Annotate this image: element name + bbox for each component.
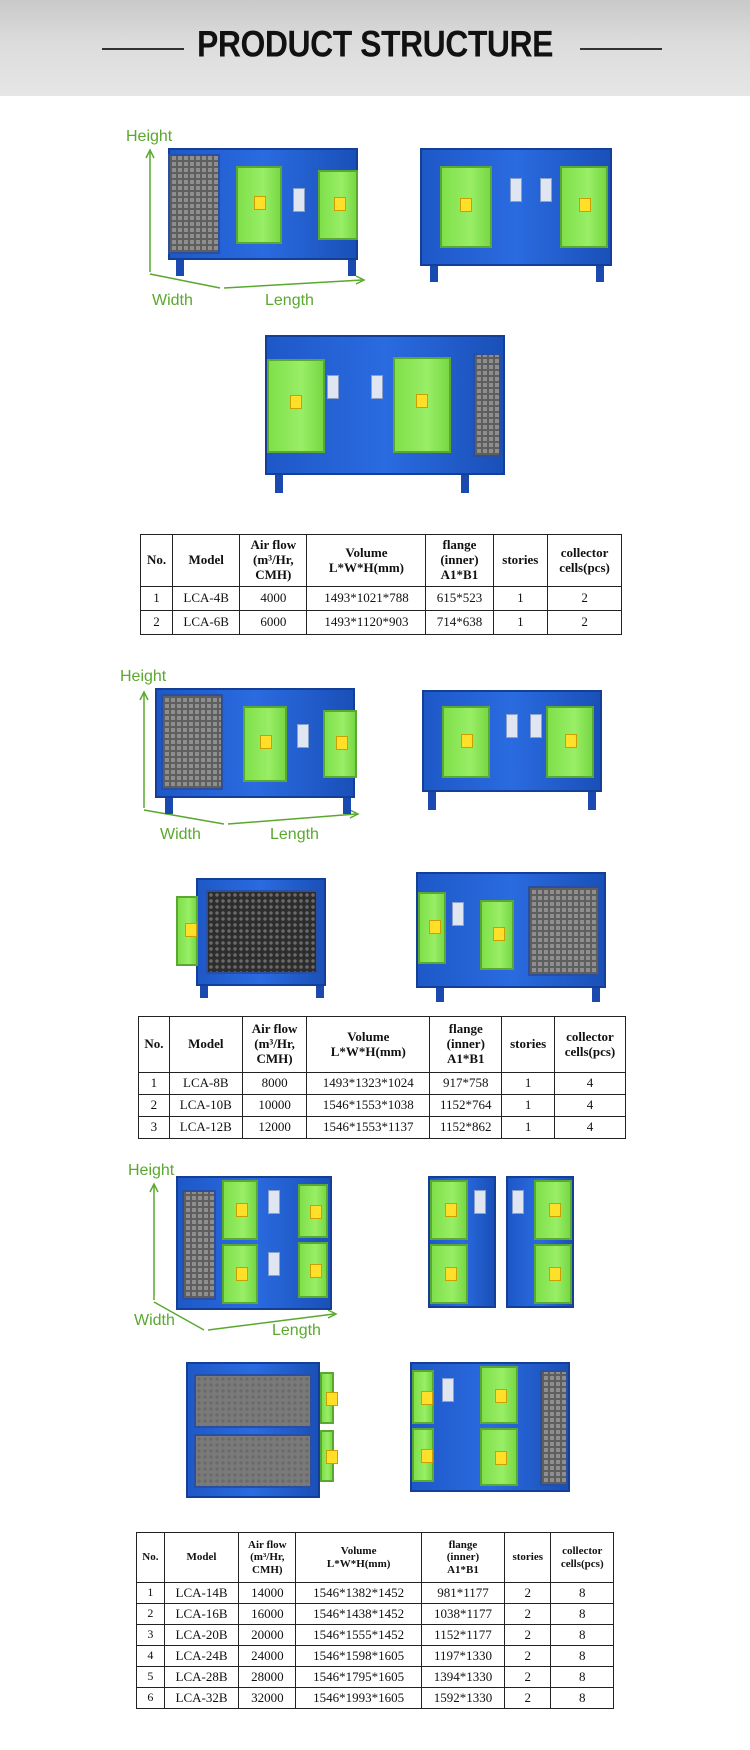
- dimension-label-height: Height: [128, 1162, 175, 1179]
- header-stories: stories: [502, 1017, 555, 1073]
- header-airflow: Air flow (m³/Hr, CMH): [239, 1533, 296, 1583]
- dimension-label-width: Width: [152, 292, 193, 309]
- table-row: 3 LCA-12B 12000 1546*1553*1137 1152*862 1 4: [139, 1117, 626, 1139]
- product-image-angle-view: [155, 688, 360, 816]
- header-model: Model: [164, 1533, 239, 1583]
- header-airflow: Air flow (m³/Hr, CMH): [242, 1017, 307, 1073]
- dimension-label-width: Width: [134, 1312, 175, 1329]
- product-image-angle-view: [158, 148, 368, 278]
- dimension-label-width: Width: [160, 826, 201, 843]
- header-collector: collector cells(pcs): [548, 535, 622, 587]
- product-image-angle-view: [176, 1176, 336, 1322]
- header-no: No.: [141, 535, 173, 587]
- header-stories: stories: [493, 535, 548, 587]
- header-model: Model: [169, 1017, 242, 1073]
- table-row: 5 LCA-28B 28000 1546*1795*1605 1394*1330 2 8: [137, 1667, 614, 1688]
- header-model: Model: [173, 535, 240, 587]
- header-rule-right: [580, 48, 662, 50]
- product-image-front-view: [428, 1176, 576, 1316]
- header-no: No.: [139, 1017, 170, 1073]
- header-no: No.: [137, 1533, 165, 1583]
- dimension-label-height: Height: [126, 128, 173, 145]
- product-image-front-view: [422, 690, 602, 812]
- header-collector: collector cells(pcs): [551, 1533, 614, 1583]
- header-flange: flange (inner) A1*B1: [430, 1017, 502, 1073]
- table-row: 2 LCA-10B 10000 1546*1553*1038 1152*764 1 4: [139, 1095, 626, 1117]
- header-volume: Volume L*W*H(mm): [296, 1533, 422, 1583]
- table-row: 1 LCA-4B 4000 1493*1021*788 615*523 1 2: [141, 587, 622, 611]
- header-banner: [0, 0, 750, 96]
- spec-table-3: [136, 1532, 614, 1709]
- header-volume: Volume L*W*H(mm): [307, 1017, 430, 1073]
- product-image-side-view: [176, 878, 328, 1000]
- dimension-label-length: Length: [272, 1322, 321, 1339]
- dimension-label-height: Height: [120, 668, 167, 685]
- page-title: PRODUCT STRUCTURE: [197, 23, 553, 65]
- header-flange: flange (inner) A1*B1: [421, 1533, 504, 1583]
- product-image-rear-angle-view: [410, 1362, 576, 1498]
- spec-table-1: [140, 534, 622, 635]
- dimension-label-length: Length: [265, 292, 314, 309]
- spec-table-2: [138, 1016, 626, 1139]
- table-row: 2 LCA-6B 6000 1493*1120*903 714*638 1 2: [141, 611, 622, 635]
- table-row: 2 LCA-16B 16000 1546*1438*1452 1038*1177 2 8: [137, 1604, 614, 1625]
- dimension-label-length: Length: [270, 826, 319, 843]
- header-collector: collector cells(pcs): [554, 1017, 625, 1073]
- header-flange: flange (inner) A1*B1: [426, 535, 493, 587]
- product-image-front-view: [420, 148, 615, 283]
- table-row: 6 LCA-32B 32000 1546*1993*1605 1592*1330 2 8: [137, 1688, 614, 1709]
- table-row: 3 LCA-20B 20000 1546*1555*1452 1152*1177 2 8: [137, 1625, 614, 1646]
- product-image-rear-angle-view: [416, 872, 608, 1004]
- table-row: 1 LCA-8B 8000 1493*1323*1024 917*758 1 4: [139, 1073, 626, 1095]
- product-image-side-view: [186, 1362, 338, 1500]
- product-image-rear-angle-view: [265, 335, 507, 495]
- table-row: 4 LCA-24B 24000 1546*1598*1605 1197*1330 2 8: [137, 1646, 614, 1667]
- table-row: 1 LCA-14B 14000 1546*1382*1452 981*1177 2 8: [137, 1583, 614, 1604]
- header-stories: stories: [504, 1533, 551, 1583]
- header-volume: Volume L*W*H(mm): [307, 535, 426, 587]
- header-airflow: Air flow (m³/Hr, CMH): [240, 535, 307, 587]
